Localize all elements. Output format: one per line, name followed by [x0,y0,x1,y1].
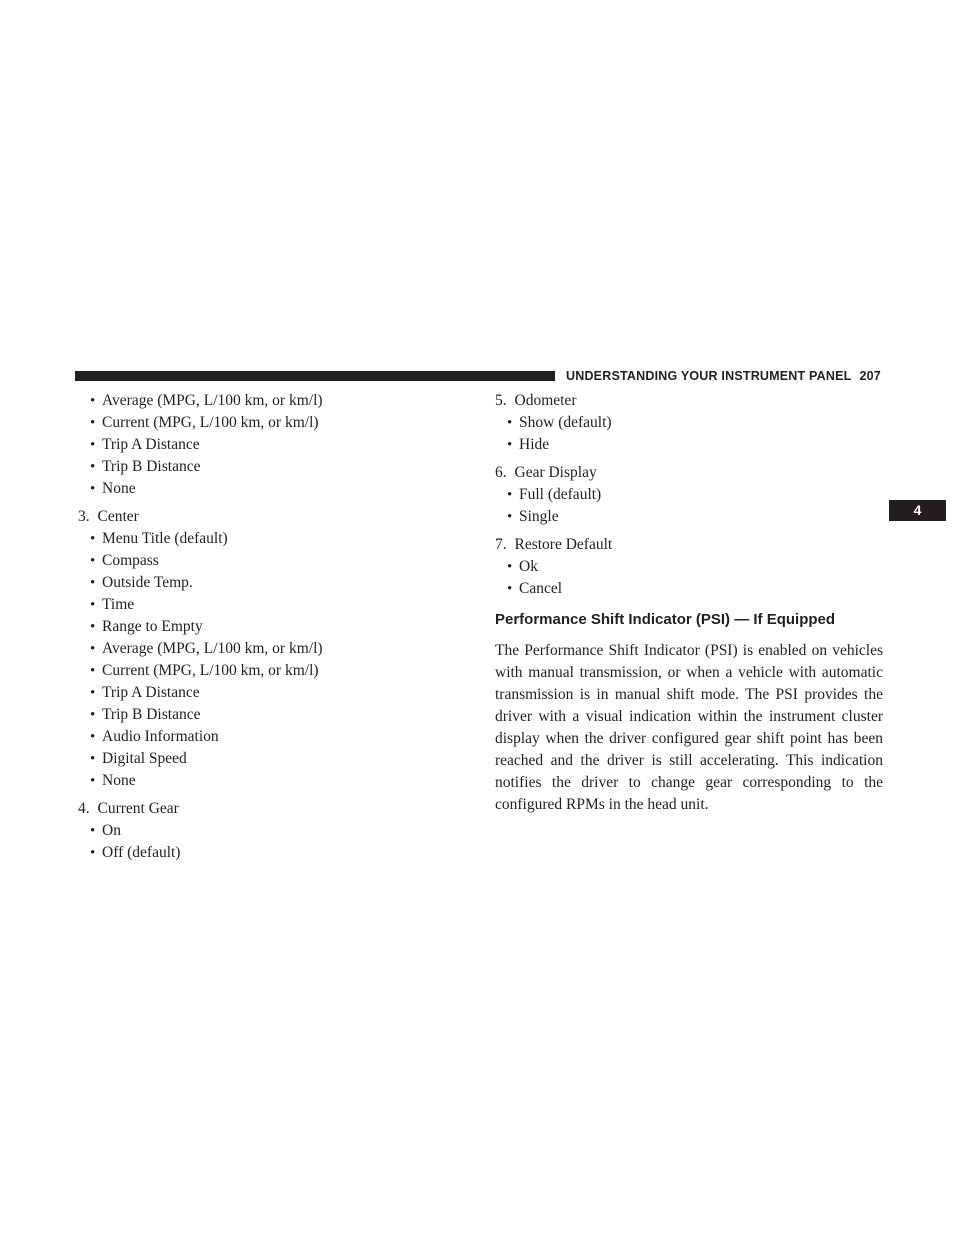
list-item: • Cancel [495,578,883,600]
list-item: • None [78,478,458,500]
item-title: Odometer [514,392,577,409]
list-item: • Full (default) [495,484,883,506]
list-item: • Current (MPG, L/100 km, or km/l) [78,660,458,682]
list-item: • Single [495,506,883,528]
top-bullet-list [78,390,458,500]
item-number: 3. [78,508,90,525]
list-item: • Outside Temp. [78,572,458,594]
list-item: • Trip A Distance [78,682,458,704]
item-center [78,506,458,528]
odometer-bullet-list [495,412,883,456]
header-rule [75,371,555,381]
list-item: • Trip B Distance [78,456,458,478]
item-title: Center [97,508,139,525]
left-column [78,390,458,864]
list-item: • Digital Speed [78,748,458,770]
item-number: 4. [78,800,90,817]
list-item: • Average (MPG, L/100 km, or km/l) [78,638,458,660]
item-title: Gear Display [514,464,597,481]
list-item: • Current (MPG, L/100 km, or km/l) [78,412,458,434]
list-item: • Average (MPG, L/100 km, or km/l) [78,390,458,412]
center-bullet-list [78,528,458,792]
list-item: • Compass [78,550,458,572]
item-gear-display [495,462,883,484]
running-header [566,368,881,384]
item-current-gear [78,798,458,820]
page-number: 207 [859,369,881,383]
list-item: • Ok [495,556,883,578]
right-column [495,390,883,816]
list-item: • Audio Information [78,726,458,748]
item-title: Restore Default [514,536,613,553]
item-title: Current Gear [97,800,179,817]
current-gear-bullet-list [78,820,458,864]
list-item: • Trip A Distance [78,434,458,456]
chapter-tab: 4 [889,500,946,521]
list-item: • Trip B Distance [78,704,458,726]
list-item: • On [78,820,458,842]
list-item: • Hide [495,434,883,456]
list-item: • Off (default) [78,842,458,864]
list-item: • Range to Empty [78,616,458,638]
body-paragraph: The Performance Shift Indicator (PSI) is enabled on vehicles with manual transmission, or when a vehicle with automatic transmission is in manual shift mode. The PSI provides the driver with a visual indication within the instrument cluster display when the driver configured gear shift point has been reached and the driver is still accelerating. This indication notifies the driver to change gear corresponding to the configured RPMs in the head unit. [495,642,883,813]
list-item: • None [78,770,458,792]
item-number: 6. [495,464,507,481]
item-number: 7. [495,536,507,553]
list-item: • Time [78,594,458,616]
list-item: • Show (default) [495,412,883,434]
item-number: 5. [495,392,507,409]
gear-display-bullet-list [495,484,883,528]
section-title: UNDERSTANDING YOUR INSTRUMENT PANEL [566,369,852,383]
section-heading: Performance Shift Indicator (PSI) — If Equipped [495,611,836,628]
item-restore-default [495,534,883,556]
restore-default-bullet-list [495,556,883,600]
list-item: • Menu Title (default) [78,528,458,550]
item-odometer [495,390,883,412]
